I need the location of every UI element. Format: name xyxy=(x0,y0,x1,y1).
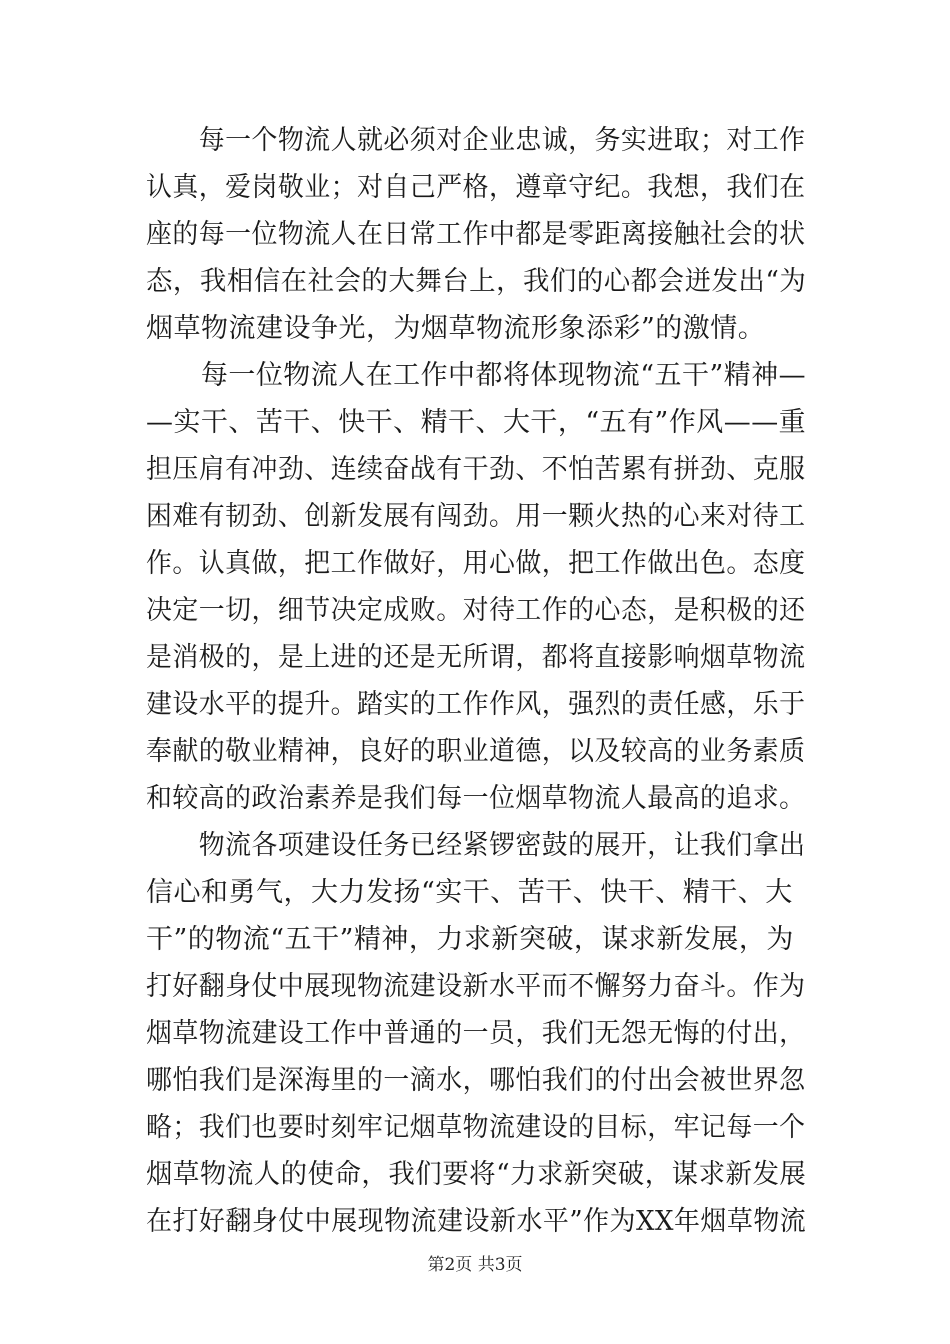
page-number-footer: 第2页 共3页 xyxy=(427,1255,523,1275)
paragraph-line: 每一个物流人就必须对企业忠诚，务实进取；对工作 xyxy=(146,125,806,156)
paragraph-line: 和较高的政治素养是我们每一位烟草物流人最高的追求。 xyxy=(146,783,806,814)
paragraph-line: 烟草物流建设工作中普通的一员，我们无怨无悔的付出， xyxy=(146,1018,806,1049)
paragraph-line: 打好翻身仗中展现物流建设新水平而不懈努力奋斗。作为 xyxy=(146,971,806,1002)
paragraph-line: 建设水平的提升。踏实的工作作风，强烈的责任感，乐于 xyxy=(146,689,806,720)
paragraph-line: 态，我相信在社会的大舞台上，我们的心都会迸发出“为 xyxy=(146,266,807,297)
paragraph-line: 是消极的，是上进的还是无所谓，都将直接影响烟草物流 xyxy=(146,642,806,673)
paragraph-line: 困难有韧劲、创新发展有闯劲。用一颗火热的心来对待工 xyxy=(146,501,806,532)
paragraph-line: 略；我们也要时刻牢记烟草物流建设的目标，牢记每一个 xyxy=(146,1112,806,1143)
paragraph-line: 认真，爱岗敬业；对自己严格，遵章守纪。我想，我们在 xyxy=(146,172,806,203)
paragraph-line: —实干、苦干、快干、精干、大干，“五有”作风——重 xyxy=(146,407,807,438)
paragraph-line: 奉献的敬业精神，良好的职业道德，以及较高的业务素质 xyxy=(146,736,806,767)
paragraph-line: 在打好翻身仗中展现物流建设新水平”作为XX年烟草物流 xyxy=(146,1206,807,1237)
paragraph-line: 干”的物流“五干”精神，力求新突破，谋求新发展，为 xyxy=(146,924,794,955)
paragraph-line: 烟草物流人的使命，我们要将“力求新突破，谋求新发展 xyxy=(146,1159,807,1190)
paragraph-line: 决定一切，细节决定成败。对待工作的心态，是积极的还 xyxy=(146,595,806,626)
paragraph-line: 物流各项建设任务已经紧锣密鼓的展开，让我们拿出 xyxy=(146,830,806,861)
paragraph-line: 担压肩有冲劲、连续奋战有干劲、不怕苦累有拼劲、克服 xyxy=(146,454,806,485)
paragraph-line: 座的每一位物流人在日常工作中都是零距离接触社会的状 xyxy=(146,219,806,250)
paragraph-line: 信心和勇气，大力发扬“实干、苦干、快干、精干、大 xyxy=(146,877,793,908)
paragraph-line: 作。认真做，把工作做好，用心做，把工作做出色。态度 xyxy=(146,548,806,579)
paragraph-line: 每一位物流人在工作中都将体现物流“五干”精神— xyxy=(146,360,807,391)
paragraph-line: 烟草物流建设争光，为烟草物流形象添彩”的激情。 xyxy=(146,313,766,344)
paragraph-line: 哪怕我们是深海里的一滴水，哪怕我们的付出会被世界忽 xyxy=(146,1065,806,1096)
